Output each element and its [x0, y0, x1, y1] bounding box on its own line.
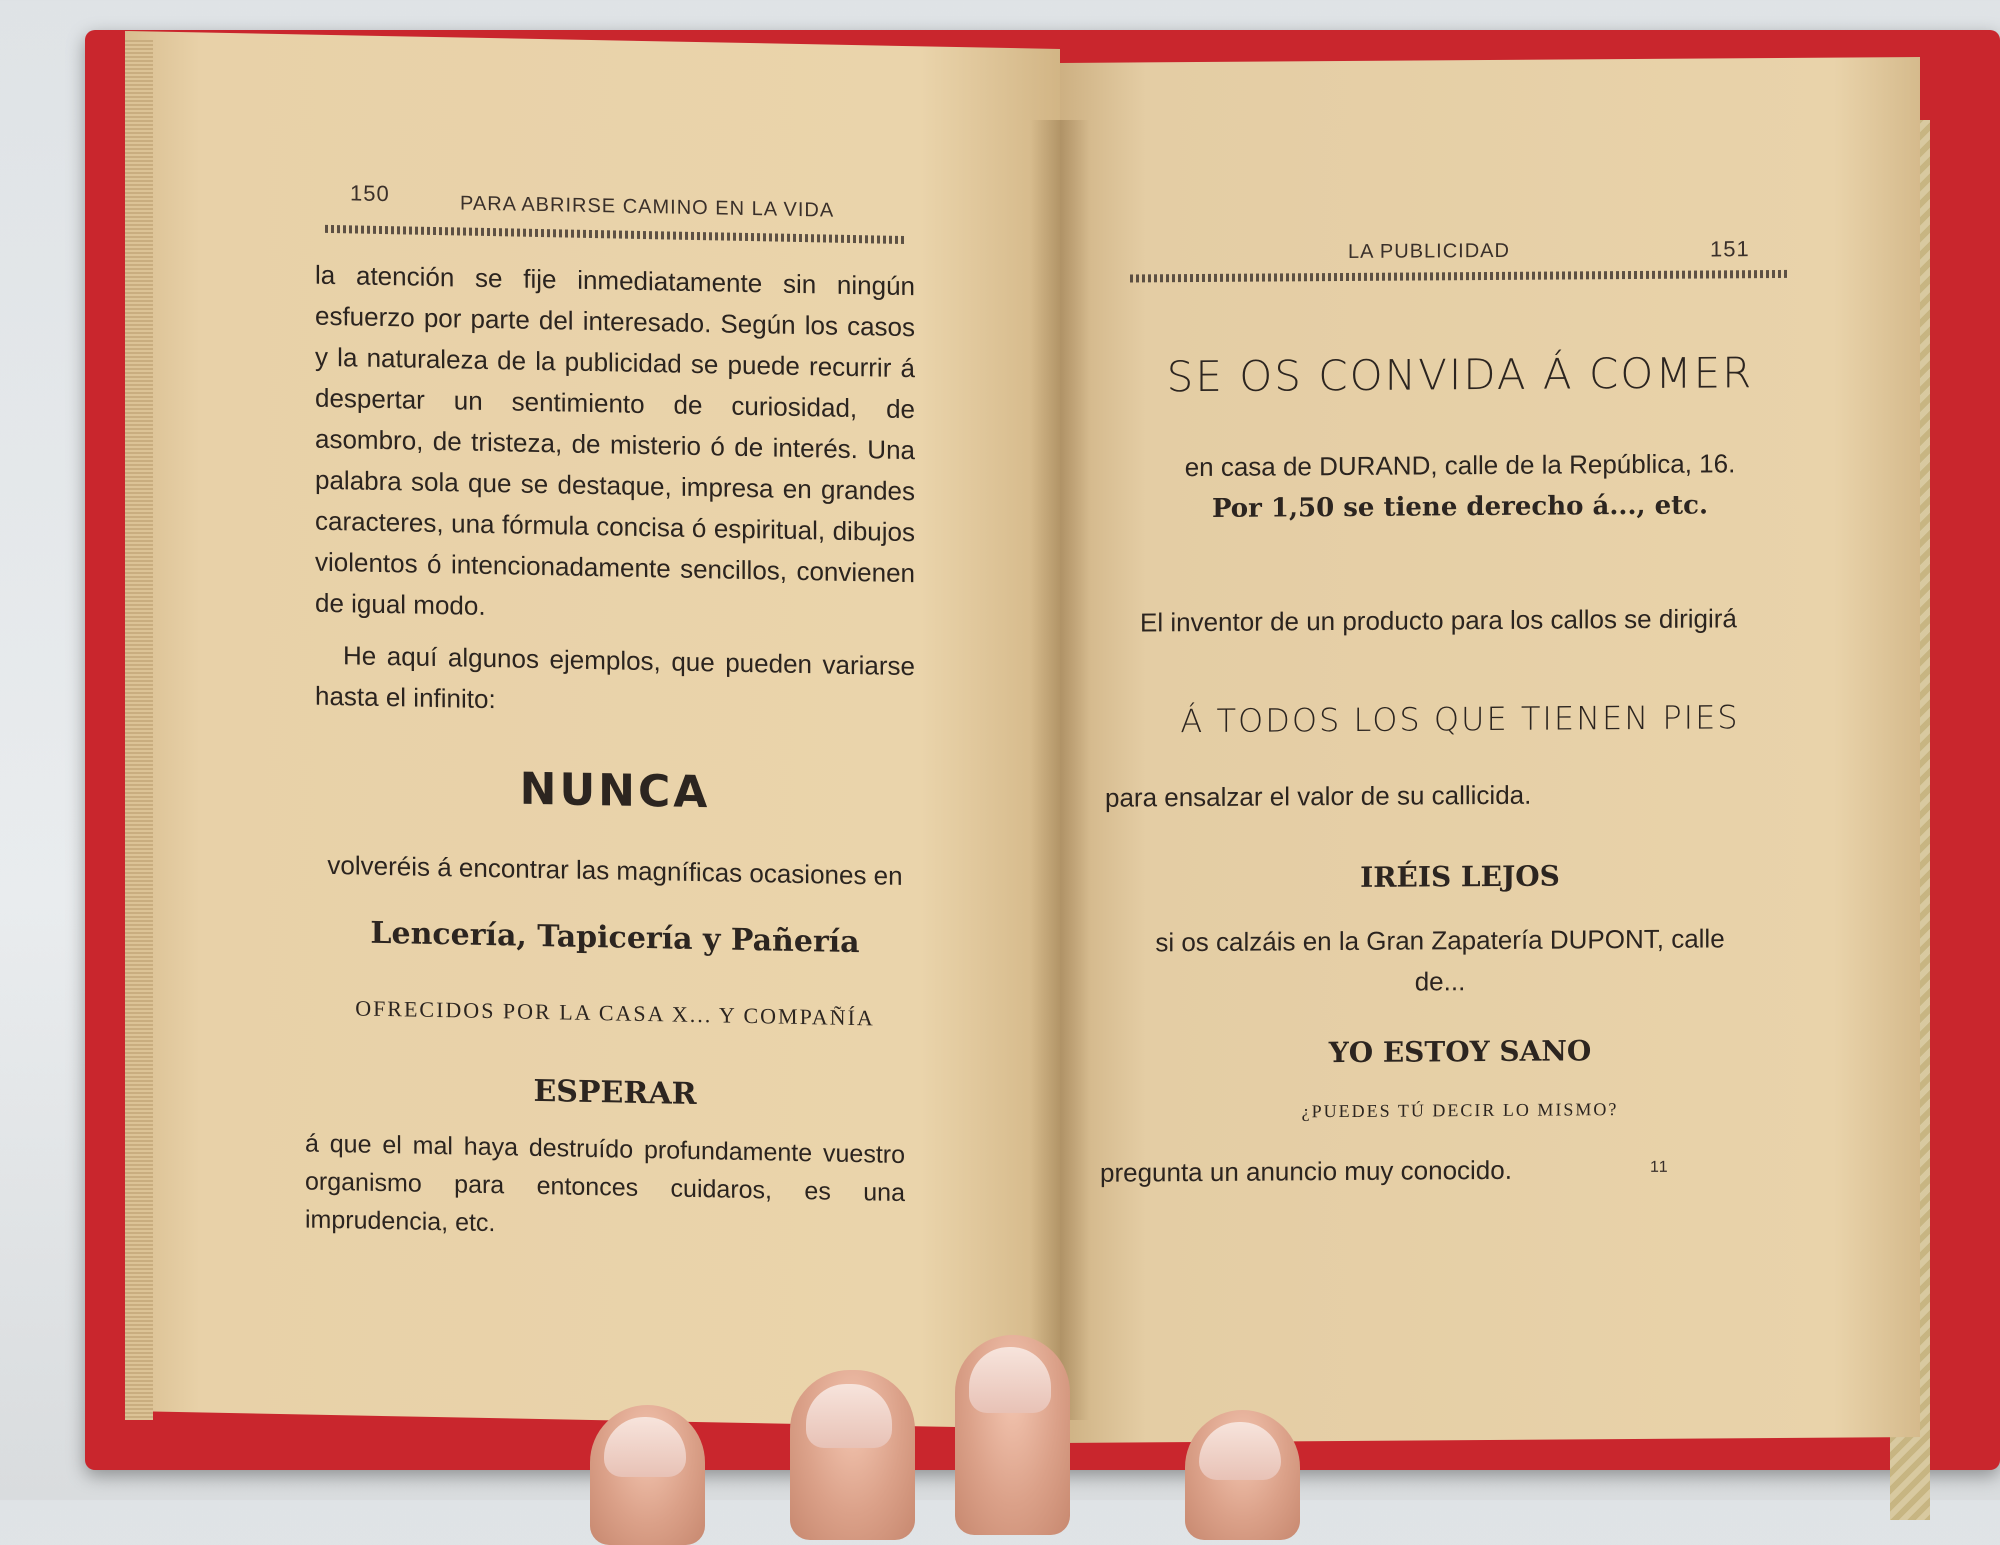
left-page-number: 150 [350, 180, 390, 207]
ad-sano-title: YO ESTOY SANO [1328, 1034, 1592, 1070]
fingernail-4 [1199, 1422, 1281, 1480]
ad-pies-intro: El inventor de un producto para los callos se dirigirá [1140, 603, 1737, 638]
ad-nunca-title: NUNCA [519, 763, 711, 819]
finger-1 [590, 1405, 705, 1545]
left-paragraph-1: la atención se fije inmediatamente sin ningún esfuerzo por parte del interesado. Según los casos y la naturaleza de la publicidad se puede recurrir á despertar un sentimiento de curiosidad, de asombro, de tristeza, de misterio ó de interés. Una palabra sola que se destaque, impresa en grandes caracteres, una fórmula concisa ó espiritual, dibujos violentos ó intencionadamente sencillos, convienen de igual modo. [315, 259, 915, 621]
right-page-number: 151 [1710, 236, 1750, 262]
ad-convida-line: en casa de DURAND, calle de la República, 16. [1184, 448, 1736, 483]
ad-pies-title: Á TODOS LOS QUE TIENEN PIES [1180, 698, 1740, 741]
finger-3 [955, 1335, 1070, 1535]
ad-esperar-title: ESPERAR [533, 1073, 697, 1112]
left-paragraph-2: He aquí algunos ejemplos, que pueden variarse hasta el infinito: [315, 640, 915, 715]
ad-lejos-title: IRÉIS LEJOS [1360, 859, 1560, 894]
right-running-head: LA PUBLICIDAD [1348, 239, 1510, 263]
ad-convida-bold: Por 1,50 se tiene derecho á..., etc. [1211, 490, 1709, 524]
ad-nunca-caps: OFRECIDOS POR LA CASA X... Y COMPAÑÍA [355, 995, 875, 1031]
ad-esperar-text: á que el mal haya destruído profundamente vuestro organismo para entonces cuidaros, es una imprudencia, etc. [305, 1129, 905, 1238]
ad-convida-title: SE OS CONVIDA Á COMER [1166, 348, 1754, 402]
fingernail-2 [806, 1384, 892, 1448]
finger-2 [790, 1370, 915, 1540]
ad-sano-line: pregunta un anuncio muy conocido. [1100, 1154, 1512, 1188]
signature-mark: 11 [1650, 1158, 1669, 1176]
ad-sano-caps: ¿PUEDES TÚ DECIR LO MISMO? [1301, 1099, 1619, 1122]
ad-nunca-line: volveréis á encontrar las magníficas ocasiones en [327, 849, 903, 891]
ad-lejos-line: si os calzáis en la Gran Zapatería DUPONT, calle de... [1155, 923, 1725, 997]
fingernail-3 [969, 1347, 1051, 1413]
right-page [1060, 57, 1920, 1443]
ad-nunca-bold: Lencería, Tapicería y Pañería [370, 915, 860, 961]
left-header-rule [325, 225, 905, 244]
left-page [125, 31, 1060, 1429]
page-block-edges [125, 40, 153, 1420]
book-gutter [1030, 120, 1090, 1420]
left-running-head: PARA ABRIRSE CAMINO EN LA VIDA [460, 192, 835, 222]
finger-4 [1185, 1410, 1300, 1540]
fingernail-1 [604, 1417, 686, 1477]
ad-pies-line: para ensalzar el valor de su callicida. [1105, 779, 1532, 813]
right-header-rule [1130, 270, 1790, 283]
